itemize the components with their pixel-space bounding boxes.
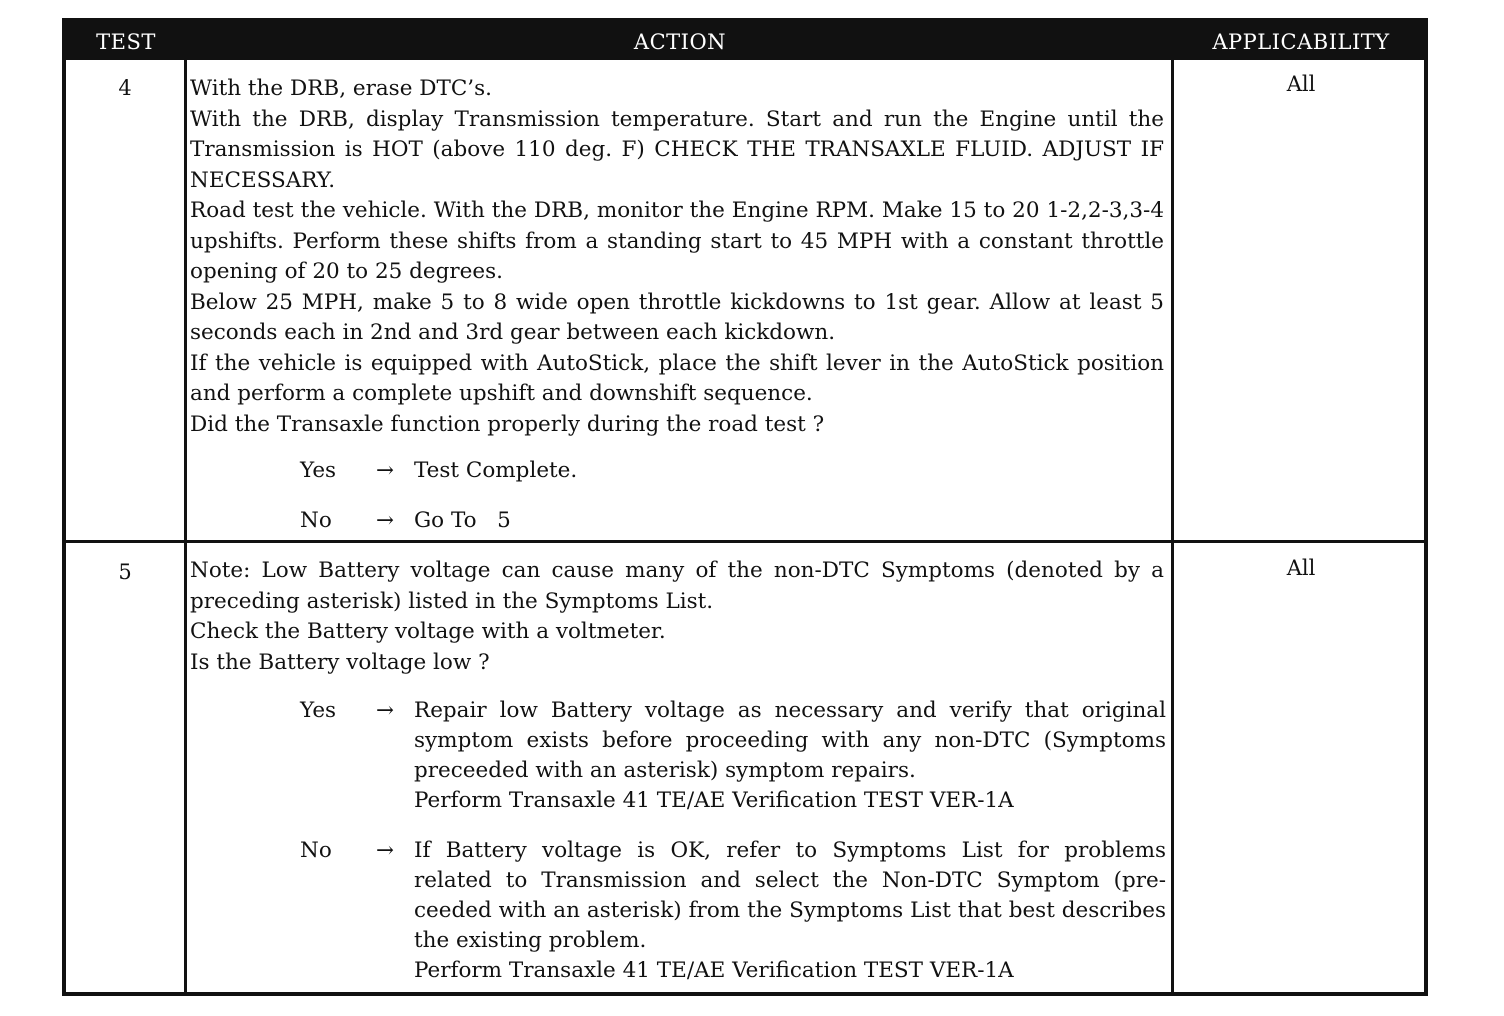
action-paragraph: With the DRB, display Transmission temperature. Start and run the Engine until the Transmission is HOT (above 110 deg. F) CHECK THE TRANSAXLE FLUID. ADJUST IF NECESSARY.	[190, 106, 1164, 193]
table-header	[66, 22, 1424, 60]
test-table	[62, 18, 1428, 996]
action-paragraph: With the DRB, erase DTC’s.	[190, 76, 492, 101]
arrow-icon: →	[375, 698, 394, 723]
choice-yes-5	[300, 696, 1166, 816]
answer-result: If Battery voltage is OK, refer to Symptoms List for problems related to Transmission and select the Non-DTC Symptom (pre-ceeded with an asterisk) from the Symptoms List that best describes the existing problem.	[414, 838, 1166, 953]
action-paragraph: Did the Transaxle function properly during the road test ?	[190, 411, 825, 437]
arrow-icon: →	[375, 838, 394, 863]
arrow-icon: →	[375, 458, 394, 483]
choice-no-4	[300, 506, 1166, 536]
choice-yes-4	[300, 456, 1166, 486]
answer-result-followup: Perform Transaxle 41 TE/AE Verification TEST VER-1A	[414, 958, 1014, 983]
column-divider-test	[184, 60, 187, 992]
action-paragraph: Is the Battery voltage low ?	[190, 649, 490, 675]
answer-label: No	[300, 508, 332, 533]
answer-label: Yes	[300, 698, 337, 723]
action-paragraph: Below 25 MPH, make 5 to 8 wide open throttle kickdowns to 1st gear. Allow at least 5 seconds each in 2nd and 3rd gear between each kickdown.	[190, 289, 1164, 345]
row-divider	[66, 540, 1424, 543]
answer-result: Test Complete.	[414, 458, 578, 483]
action-paragraph: Road test the vehicle. With the DRB, monitor the Engine RPM. Make 15 to 20 1-2,2-3,3-4 upshifts. Perform these shifts from a standing start to 45 MPH with a constant throttle opening of 20 to 25 degrees.	[190, 198, 1164, 284]
action-paragraph: Check the Battery voltage with a voltmeter.	[190, 619, 666, 644]
header-test: TEST	[96, 30, 156, 54]
arrow-icon: →	[375, 508, 394, 533]
answer-result: Go To 5	[414, 508, 511, 533]
action-paragraph: Note: Low Battery voltage can cause many of the non-DTC Symptoms (denoted by a preceding asterisk) listed in the Symptoms List.	[190, 558, 1164, 614]
applicability-5: All	[1286, 556, 1316, 580]
answer-label: Yes	[300, 458, 337, 483]
answer-label: No	[300, 838, 332, 863]
action-text-5	[190, 556, 1164, 678]
answer-result-followup: Perform Transaxle 41 TE/AE Verification TEST VER-1A	[414, 788, 1014, 813]
choice-no-5	[300, 836, 1166, 986]
answer-result: Repair low Battery voltage as necessary and verify that original symptom exists before proceeding with any non-DTC (Symptoms preceeded with an asterisk) symptom repairs.	[414, 698, 1166, 783]
test-number-4: 4	[118, 76, 132, 100]
applicability-4: All	[1286, 72, 1316, 96]
header-action: ACTION	[633, 30, 727, 54]
column-divider-action	[1171, 60, 1174, 992]
header-applicability: APPLICABILITY	[1212, 30, 1390, 54]
action-paragraph: If the vehicle is equipped with AutoStick, place the shift lever in the AutoStick position and perform a complete upshift and downshift sequence.	[190, 350, 1164, 406]
test-number-5: 5	[118, 560, 132, 584]
action-text-4	[190, 74, 1164, 440]
